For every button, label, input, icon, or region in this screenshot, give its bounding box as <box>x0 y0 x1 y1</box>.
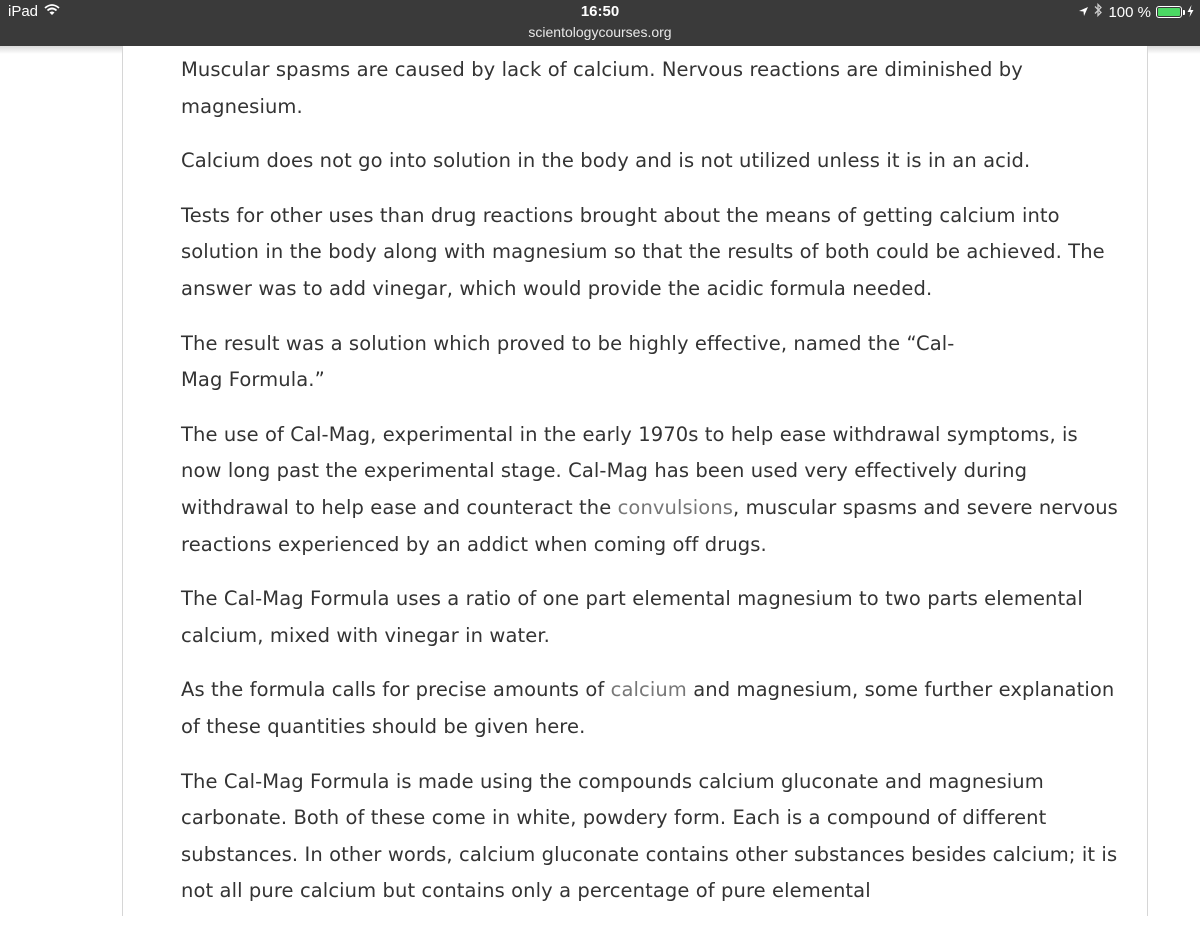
paragraph: The Cal-Mag Formula uses a ratio of one part elemental magnesium to two parts elemental calcium, mixed with vinegar in water. <box>181 587 1083 647</box>
status-time: 16:50 <box>580 3 620 20</box>
paragraph <box>181 672 1121 745</box>
paragraph-line: The result was a solution which proved to be highly effective, named the “Cal- <box>181 331 955 355</box>
paragraph-text: , muscular spasms and severe nervous reactions experienced by an addict when coming off drugs. <box>181 495 1118 556</box>
convulsions-link[interactable]: convulsions <box>617 495 734 519</box>
charging-icon <box>1187 4 1194 21</box>
status-bar <box>0 0 1200 46</box>
battery-percentage: 100 % <box>1108 3 1151 21</box>
paragraph-text: The use of Cal-Mag, experimental in the early 1970s to help ease withdrawal symptoms, is now long past the experimental stage. Cal-Mag has been used very effectively during withdrawal to help ease and counteract the <box>181 422 1078 519</box>
status-right <box>1078 3 1194 21</box>
bluetooth-icon <box>1094 3 1103 21</box>
paragraph: Muscular spasms are caused by lack of calcium. Nervous reactions are diminished by magnesium. <box>181 58 1023 118</box>
battery-icon <box>1156 6 1182 18</box>
paragraph <box>181 417 1121 563</box>
paragraph: The Cal-Mag Formula is made using the compounds calcium gluconate and magnesium carbonate. Both of these come in white, powdery form. Each is a compound of different substances. In other words, calcium gluconate contains other substances besides calcium; it is not all pure calcium but contains only a percentage of pure elemental <box>181 769 1118 903</box>
paragraph: Calcium does not go into solution in the body and is not utilized unless it is in an acid. <box>181 149 1031 173</box>
paragraph: Tests for other uses than drug reactions brought about the means of getting calcium into solution in the body along with magnesium so that the results of both could be achieved. The answer was to add vinegar, which would provide the acidic formula needed. <box>181 203 1105 300</box>
paragraph-text: As the formula calls for precise amounts of <box>181 678 611 702</box>
device-label: iPad <box>8 3 39 20</box>
paragraph <box>181 326 1121 399</box>
paragraph-text: and magnesium, some further explanation of these quantities should be given here. <box>181 678 1115 738</box>
location-arrow-icon <box>1078 4 1089 21</box>
calcium-link[interactable]: calcium <box>610 678 687 702</box>
address-url[interactable]: scientologycourses.org <box>528 24 672 40</box>
article-body <box>181 52 1121 928</box>
paragraph-line: Mag Formula.” <box>181 368 325 392</box>
